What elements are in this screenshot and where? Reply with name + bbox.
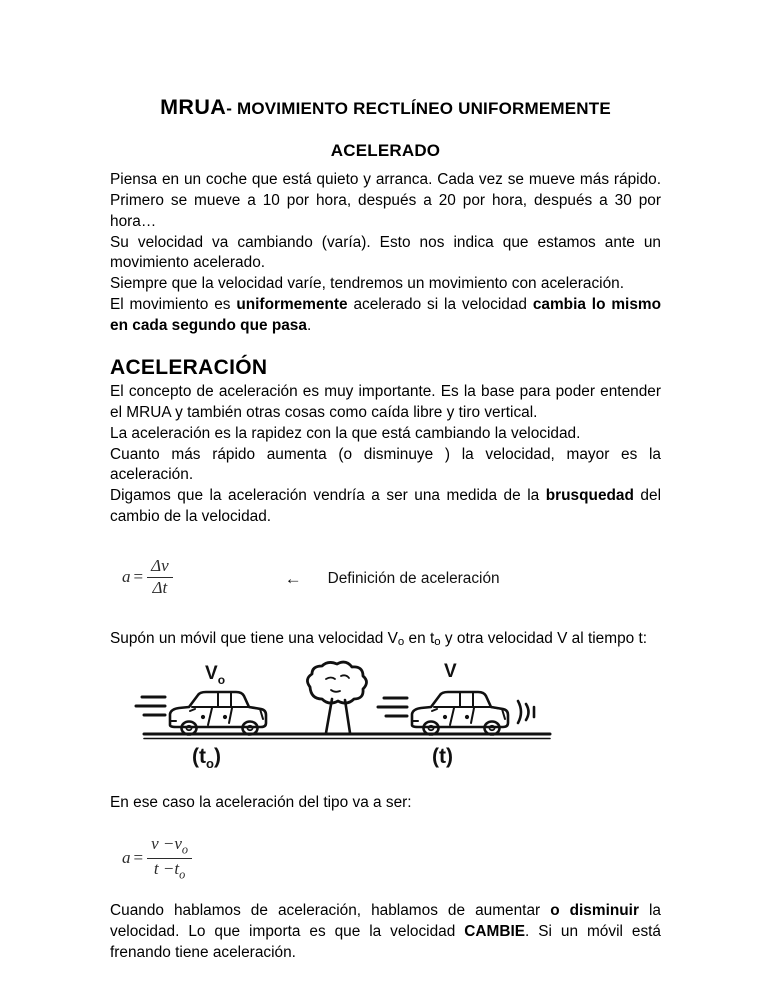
title-lead: MRUA <box>160 95 227 119</box>
intro-paragraph-4 <box>110 295 661 336</box>
left-arrow-icon: ← <box>284 569 302 589</box>
transition-pre: Supón un móvil que tiene una velocidad V <box>110 630 398 648</box>
formula2-den-t0-sub: o <box>179 867 186 882</box>
transition-post: y otra velocidad V al tiempo t: <box>440 630 648 648</box>
formula2-num-v0-sub: o <box>181 842 189 857</box>
formula1-numerator: Δv <box>151 556 169 576</box>
formula-block-difference <box>122 835 661 881</box>
figure-label-t0: $(t_o)$ <box>192 744 221 769</box>
intro-p4-pre: El movimiento es <box>110 295 237 313</box>
transition-paragraph <box>110 629 661 650</box>
formula2-numerator <box>147 835 192 858</box>
transition-mid: en t <box>404 630 435 648</box>
section-paragraph-1: El concepto de aceleración es muy importante. Es la base para poder entender el MRUA y también otras cosas como caída libre y tiro vertical. <box>110 383 661 422</box>
title-rest: - MOVIMIENTO RECTLÍNEO UNIFORMEMENTE <box>226 99 611 118</box>
page-title <box>110 82 661 166</box>
formula1-lhs: a <box>122 567 131 587</box>
formula-block-definition <box>122 557 661 597</box>
closing-bold-2: CAMBIE <box>464 923 526 941</box>
title-line2: ACELERADO <box>330 141 441 161</box>
section-p4-post: del cambio de la velocidad. <box>110 487 662 525</box>
formula1-fraction <box>147 557 173 597</box>
formula2-den-t0: t <box>174 858 180 878</box>
formula2-den-t: t <box>153 858 159 878</box>
formula2-num-minus: − <box>162 834 175 854</box>
formula2-lhs: a <box>122 848 131 868</box>
formula2-num-v0: v <box>174 834 182 854</box>
intro-p4-bold-1: uniformemente <box>236 295 348 313</box>
intro-paragraph-2: Su velocidad va cambiando (varía). Esto nos indica que estamos ante un movimiento acelerado. <box>110 233 661 272</box>
tree <box>307 662 366 733</box>
formula2-fraction <box>147 835 192 881</box>
formula2-denominator <box>150 859 189 882</box>
section-paragraph-4 <box>110 486 661 527</box>
figure-two-cars-illustration <box>132 657 562 769</box>
transition-sub-t0: o <box>434 636 441 649</box>
closing-post: . Si un móvil está frenando tiene aceleración. <box>110 923 662 961</box>
transition-sub-v0: o <box>397 636 405 649</box>
section-paragraph-3: Cuanto más rápido aumenta (o disminuye ) la velocidad, mayor es la aceleración. <box>110 445 661 484</box>
formula1-annotation <box>285 569 500 589</box>
section-heading-aceleracion: ACELERACIÓN <box>110 356 268 380</box>
speed-lines-right-car <box>378 698 407 716</box>
formula2-equals: = <box>133 848 144 868</box>
closing-mid: la velocidad. Lo que importa es que la velocidad <box>110 902 661 941</box>
speed-lines-left-car <box>136 697 165 715</box>
figure-svg <box>132 657 562 769</box>
intro-paragraph-3: Siempre que la velocidad varíe, tendremos un movimiento con aceleración. <box>110 275 625 293</box>
intro-paragraph-1: Piensa en un coche que está quieto y arranca. Cada vez se mueve más rápido. Primero se mueve a 10 por hora, después a 20 por hora, después a 30 por hora… <box>110 171 661 230</box>
caption-after-figure: En ese caso la aceleración del tipo va a ser: <box>110 793 412 811</box>
formula1-denominator: Δt <box>152 577 168 597</box>
formula1-note-text: Definición de aceleración <box>327 570 500 588</box>
formula1-equals: = <box>133 567 144 587</box>
closing-pre: Cuando hablamos de aceleración, hablamos de aumentar <box>110 902 551 920</box>
section-p4-bold: brusquedad <box>545 487 634 504</box>
figure-label-v: V <box>444 660 457 682</box>
figure-label-t: (t) <box>432 744 453 768</box>
intro-p4-post: . <box>306 316 312 334</box>
motion-arcs-right <box>518 701 534 723</box>
closing-paragraph <box>110 901 661 963</box>
figure-label-v0: $V_o$ <box>205 662 226 687</box>
section-p4-pre: Digamos que la aceleración vendría a ser una medida de la <box>110 487 546 504</box>
intro-p4-bold-2: cambia lo mismo en cada segundo que pasa <box>110 295 661 334</box>
formula-acceleration-difference <box>122 835 192 881</box>
car-left <box>170 692 266 735</box>
document-content <box>110 82 661 964</box>
car-right <box>412 692 508 735</box>
formula2-num-v: v <box>151 834 159 854</box>
closing-bold-1: o disminuir <box>550 902 639 920</box>
intro-p4-mid: acelerado si la velocidad <box>347 295 533 313</box>
section-paragraph-2: La aceleración es la rapidez con la que está cambiando la velocidad. <box>110 424 581 442</box>
formula2-den-minus: − <box>162 858 175 878</box>
formula-acceleration-delta <box>122 557 173 597</box>
